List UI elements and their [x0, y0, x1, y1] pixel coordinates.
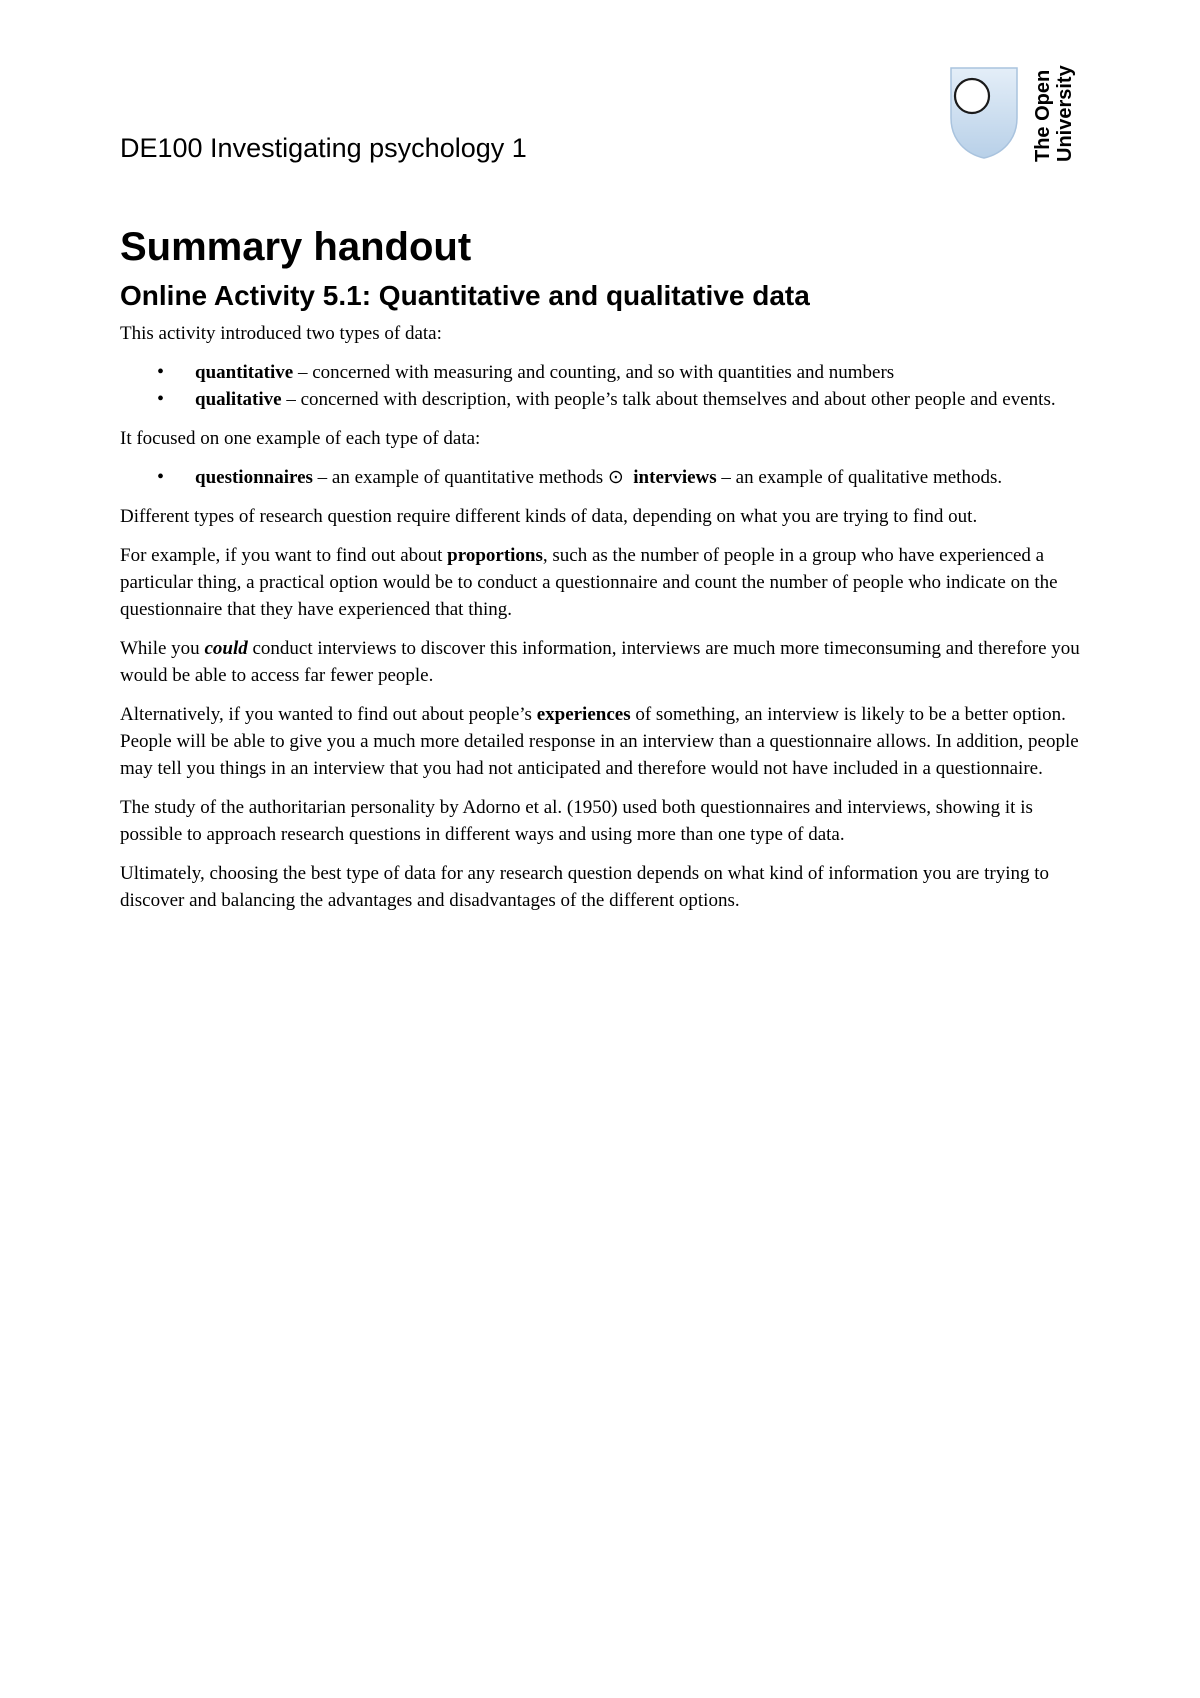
paragraph-conclusion: Ultimately, choosing the best type of data for any research question depends on what kind of information you are trying to discover and balancing the advantages and disadvantages of the different options. [120, 863, 1049, 911]
term-description: – concerned with measuring and counting, and so with quantities and numbers [293, 362, 895, 383]
paragraph-research-questions: Different types of research question require different kinds of data, depending on what you are trying to find out. [120, 506, 978, 527]
logo-line-1: The Open [1032, 69, 1054, 162]
document-body [120, 222, 1082, 926]
text-run: of something, an interview is likely to be a better option. People will be able to give you a much more detailed response in an interview than a questionnaire allows. In addition, people may tell you things in an interview that you had not anticipated and therefore would not have included in a questionnaire. [120, 704, 1079, 779]
term-description: – concerned with description, with people’s talk about themselves and about other people and events. [281, 389, 1056, 410]
text-run: , such as the number of people in a group who have experienced a particular thing, a practical option would be to conduct a questionnaire and count the number of people who indicate on the questionnaire that they have experienced that thing. [120, 545, 1058, 620]
text-run: conduct interviews to discover this information, interviews are much more timeconsuming and therefore you would be able to access far fewer people. [120, 638, 1080, 686]
bullet-separator-glyph: ⊙ [607, 467, 624, 488]
intro-paragraph: This activity introduced two types of data: [120, 323, 442, 344]
list-item [120, 386, 1082, 413]
emphasis-proportions: proportions [447, 545, 543, 566]
emphasis-experiences: experiences [536, 704, 631, 725]
text-run: Alternatively, if you wanted to find out about people’s [120, 704, 537, 725]
data-types-list [120, 359, 1082, 413]
term-qualitative: qualitative [195, 389, 282, 410]
paragraph-interviews-time [120, 635, 1082, 689]
university-logo [948, 66, 1084, 168]
paragraph-proportions [120, 542, 1082, 623]
term-questionnaires: questionnaires [195, 467, 313, 488]
term-description: – an example of quantitative methods [312, 467, 608, 488]
term-description: – an example of qualitative methods. [716, 467, 1003, 488]
text-run: While you [120, 638, 205, 659]
term-quantitative: quantitative [195, 362, 294, 383]
logo-wordmark [1032, 65, 1084, 162]
examples-list [120, 464, 1082, 491]
paragraph-adorno-study: The study of the authoritarian personality by Adorno et al. (1950) used both questionnaires and interviews, showing it is possible to approach research questions in different ways and using more than one type of data. [120, 797, 1033, 845]
emphasis-could: could [204, 638, 248, 659]
paragraph-experiences [120, 701, 1082, 782]
activity-title: Online Activity 5.1: Quantitative and qualitative data [120, 280, 810, 311]
text-run: For example, if you want to find out about [120, 545, 448, 566]
document-title: Summary handout [120, 225, 472, 269]
focus-intro-paragraph: It focused on one example of each type of data: [120, 428, 481, 449]
logo-line-2: University [1054, 65, 1076, 162]
course-title: DE100 Investigating psychology 1 [120, 133, 527, 163]
list-item [120, 464, 1082, 491]
list-item [120, 359, 1082, 386]
shield-icon [948, 66, 1020, 160]
term-interviews: interviews [633, 467, 717, 488]
